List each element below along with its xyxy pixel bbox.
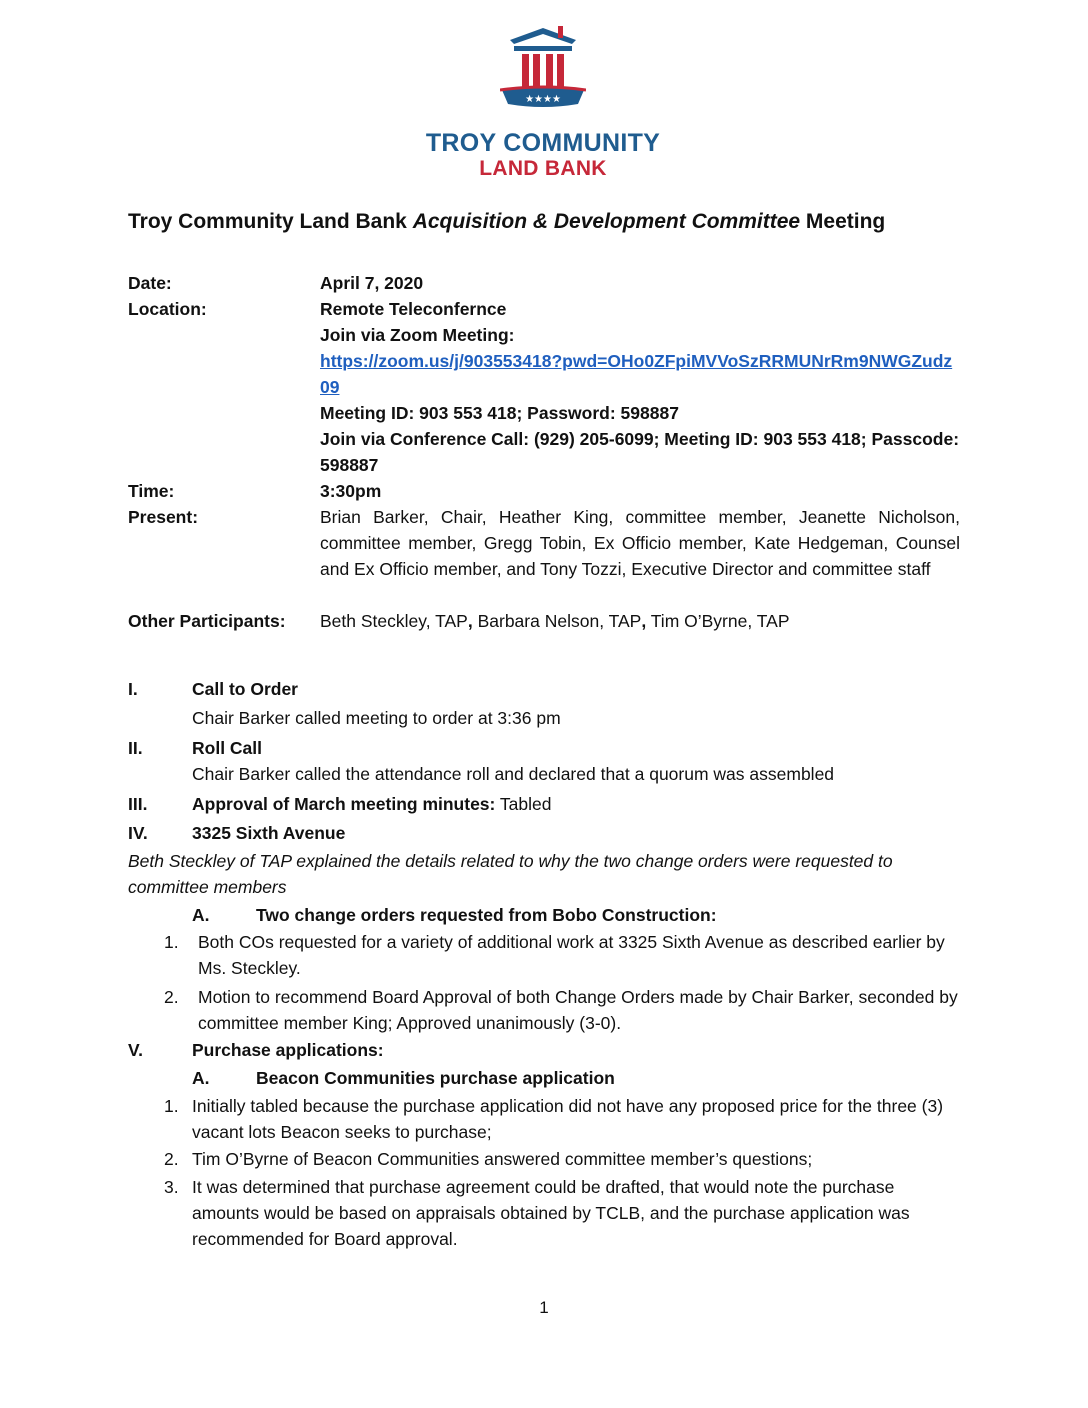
date-value: April 7, 2020 [320,273,424,293]
location-label: Location: [128,299,207,319]
title-prefix: Troy Community Land Bank [128,210,413,233]
land-bank-logo [500,24,586,114]
section-4-item-2-number: 2. [164,987,179,1007]
section-5-number: V. [128,1040,143,1060]
title-suffix: Meeting [800,210,886,233]
present-label: Present: [128,507,199,527]
present-value: Brian Barker, Chair, Heather King, committee member, Jeanette Nicholson, committee member, Gregg Tobin, Ex Officio member, Kate Hedgeman, Counsel and Ex Officio member, and Tony Tozzi, Executive Director and committee staff [320,507,960,579]
conference-call: Join via Conference Call: (929) 205-6099; Meeting ID: 903 553 418; Passcode: 598887 [320,429,960,475]
logo-line-2: LAND BANK [479,157,607,180]
time-value: 3:30pm [320,481,382,501]
section-2-body: Chair Barker called the attendance roll and declared that a quorum was assembled [192,764,835,784]
section-4-sub-title: Two change orders requested from Bobo Construction: [256,905,717,925]
section-2-number: II. [128,738,143,758]
section-3-number: III. [128,794,148,814]
logo-line-1: TROY COMMUNITY [425,129,661,157]
other-participants-value [320,608,960,634]
participant-2: Barbara Nelson, TAP [472,611,642,631]
section-5-sub-title: Beacon Communities purchase application [256,1068,615,1088]
location-value: Remote Teleconfernce [320,299,507,319]
date-label: Date: [128,273,172,293]
section-4-item-2: Motion to recommend Board Approval of both Change Orders made by Chair Barker, seconded by committee member King; Approved unanimously (3-0). [198,987,958,1033]
section-3-title: Approval of March meeting minutes: [192,794,496,814]
section-4-item-1-number: 1. [164,932,179,952]
section-4-title: 3325 Sixth Avenue [192,823,346,843]
section-5-item-2: Tim O’Byrne of Beacon Communities answered committee member’s questions; [192,1149,813,1169]
participant-1: Beth Steckley, TAP [320,611,468,631]
section-3-line [192,791,552,817]
svg-text:★★★★: ★★★★ [525,94,561,105]
section-4-intro: Beth Steckley of TAP explained the details related to why the two change orders were requested to committee members [128,851,893,897]
section-3-body: Tabled [495,794,552,814]
zoom-join-label: Join via Zoom Meeting: [320,325,515,345]
title-committee: Acquisition & Development Committee [412,210,801,233]
section-1-number: I. [128,679,138,699]
section-4-sub-letter: A. [192,905,210,925]
time-label: Time: [128,481,175,501]
section-4-number: IV. [128,823,148,843]
section-5-item-3-number: 3. [164,1177,179,1197]
section-2-title: Roll Call [192,738,263,758]
section-5-item-1-number: 1. [164,1096,179,1116]
participant-sep: , [641,611,647,631]
other-participants-label: Other Participants: [128,611,286,631]
section-5-item-1: Initially tabled because the purchase application did not have any proposed price for the three (3) vacant lots Beacon seeks to purchase; [192,1096,944,1142]
meeting-id: Meeting ID: 903 553 418; Password: 598887 [320,403,679,423]
section-4-item-1: Both COs requested for a variety of additional work at 3325 Sixth Avenue as described earlier by Ms. Steckley. [198,932,945,978]
section-5-item-2-number: 2. [164,1149,179,1169]
section-1-body: Chair Barker called meeting to order at 3:36 pm [192,708,561,728]
participant-3: Tim O’Byrne, TAP [646,611,790,631]
section-5-sub-letter: A. [192,1068,210,1088]
zoom-link[interactable]: https://zoom.us/j/903553418?pwd=OHo0ZFpiMVVoSzRRMUNrRm9NWGZudz09 [320,351,953,397]
section-5-title: Purchase applications: [192,1040,384,1060]
section-1-title: Call to Order [192,679,298,699]
page-title [128,210,885,234]
logo-wordmark [410,130,676,180]
participant-sep: , [467,611,473,631]
zoom-link-wrap [320,348,960,400]
page-number: 1 [539,1298,549,1317]
section-5-item-3: It was determined that purchase agreement could be drafted, that would note the purchase amounts would be based on appraisals obtained by TCLB, and the purchase application was recommended for Board approval. [192,1177,910,1249]
